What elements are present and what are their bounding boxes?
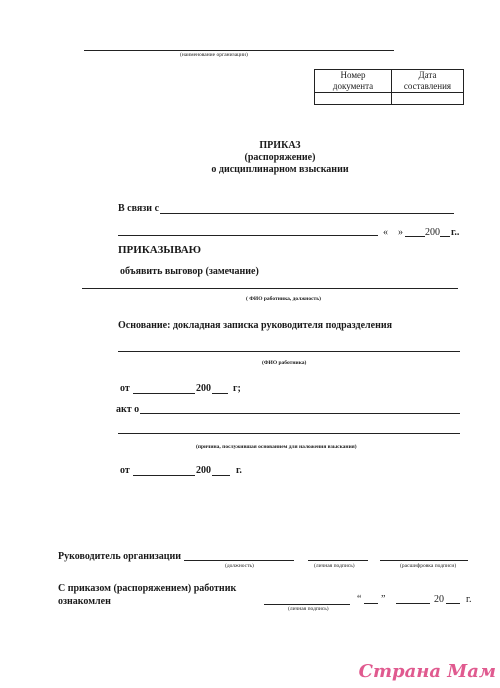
doc-date-label-1: Дата: [418, 70, 437, 80]
from1-date-line[interactable]: [133, 393, 195, 394]
ack-signature-line[interactable]: [264, 604, 350, 605]
order-word: ПРИКАЗЫВАЮ: [118, 244, 202, 256]
from2-year: 200: [196, 465, 211, 476]
doc-number-cell[interactable]: [315, 93, 392, 105]
act-prefix: акт о: [116, 404, 140, 415]
date-quote-close: »: [398, 227, 403, 238]
from2-suffix: г.: [236, 465, 242, 476]
manager-caption: (ФИО работника): [262, 360, 307, 366]
ack-year-line[interactable]: [446, 603, 460, 604]
ack-day-line[interactable]: [364, 603, 378, 604]
from1-year-line[interactable]: [212, 393, 228, 394]
action-text: объявить выговор (замечание): [120, 266, 259, 277]
signature-caption: (личная подпись): [314, 563, 355, 569]
ack-signature-caption: (личная подпись): [288, 606, 329, 612]
doc-number-label-2: документа: [332, 81, 374, 91]
page-subject: о дисциплинарном взыскании: [211, 164, 349, 175]
doc-number-header: [315, 70, 392, 93]
document-info-table: [314, 69, 464, 105]
employee-line[interactable]: [82, 288, 458, 289]
doc-number-label-1: Номер: [340, 70, 366, 80]
act-line[interactable]: [140, 413, 460, 414]
in-connection-line-2[interactable]: [118, 235, 378, 236]
page-subtitle: (распоряжение): [244, 152, 316, 163]
head-position-line[interactable]: [184, 560, 294, 561]
doc-date-header: [392, 70, 464, 93]
date-quote-open: «: [383, 227, 388, 238]
reason-caption: (причина, послужившая основанием для наложения взыскания): [196, 444, 357, 450]
from1-prefix: от: [120, 383, 130, 394]
ack-line-1: С приказом (распоряжением) работник: [58, 583, 237, 594]
date-month-line[interactable]: [405, 236, 425, 237]
head-signature-line[interactable]: [308, 560, 368, 561]
ack-line-2: ознакомлен: [58, 596, 111, 607]
manager-line[interactable]: [118, 351, 460, 352]
page-title: ПРИКАЗ: [259, 140, 301, 151]
from1-suffix: г;: [233, 383, 241, 394]
date-year-line[interactable]: [440, 236, 450, 237]
ack-year: 20: [434, 594, 444, 605]
organization-caption: (наименование организации): [180, 52, 248, 58]
watermark-logo: Страна Мам: [358, 661, 496, 682]
ack-suffix: г.: [466, 594, 472, 605]
organization-name-line[interactable]: [84, 50, 394, 51]
basis-text: Основание: докладная записка руководителя подразделения: [118, 320, 392, 331]
head-decoding-line[interactable]: [380, 560, 468, 561]
from2-date-line[interactable]: [133, 475, 195, 476]
in-connection-line[interactable]: [160, 213, 454, 214]
from1-year: 200: [196, 383, 211, 394]
doc-date-label-2: составления: [403, 81, 452, 91]
date-year: 200: [425, 227, 440, 238]
ack-month-line[interactable]: [396, 603, 430, 604]
head-label: Руководитель организации: [58, 551, 182, 562]
doc-date-cell[interactable]: [392, 93, 464, 105]
ack-quote-open: “: [357, 594, 362, 605]
date-suffix: г..: [451, 227, 460, 238]
title-block: [200, 140, 360, 176]
employee-caption: ( ФИО работника, должность): [246, 296, 321, 302]
ack-quote-close: ”: [381, 594, 386, 605]
decoding-caption: (расшифровка подписи): [400, 563, 457, 569]
act-line-2[interactable]: [118, 433, 460, 434]
from2-prefix: от: [120, 465, 130, 476]
in-connection-label: В связи с: [118, 203, 160, 214]
position-caption: (должность): [225, 563, 254, 569]
from2-year-line[interactable]: [212, 475, 230, 476]
